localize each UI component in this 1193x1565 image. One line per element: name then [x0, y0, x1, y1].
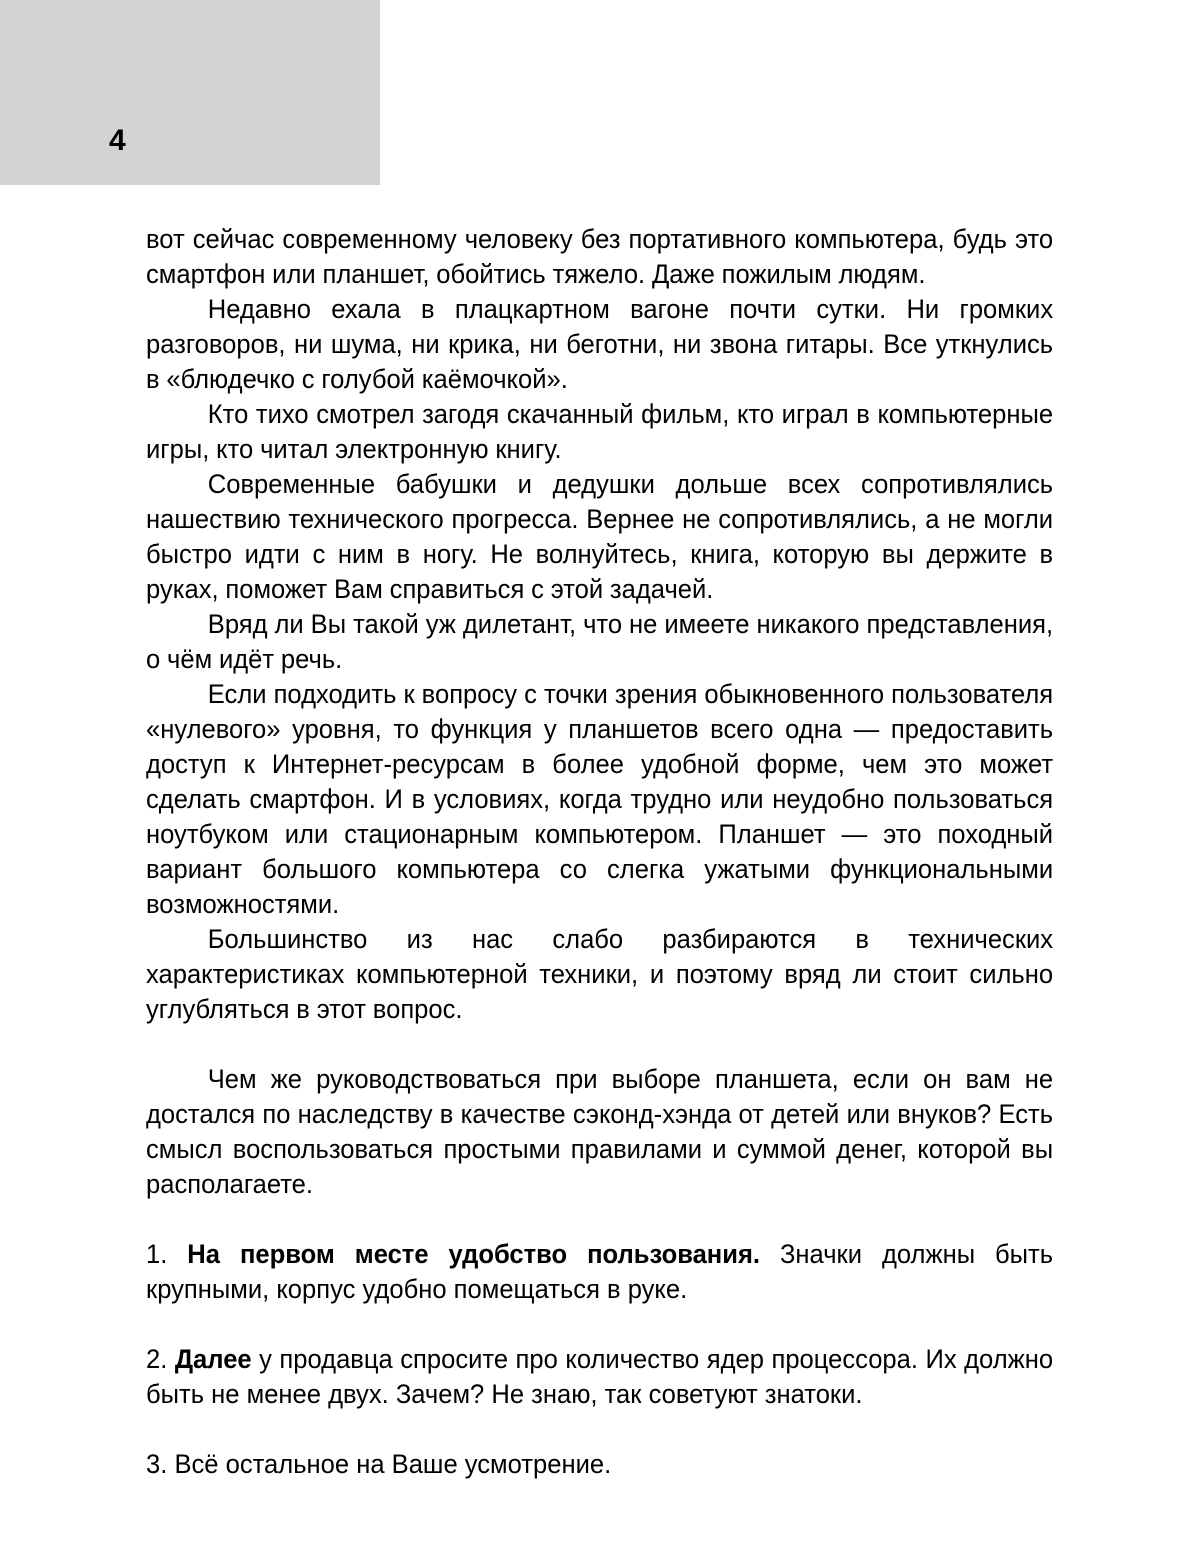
paragraph-4: Современные бабушки и дедушки дольше всех сопротивлялись нашествию технического прогресса. Вернее не сопротивлялись, а не могли быстро идти с ним в ногу. Не волнуйтесь, книга, которую вы держите в руках, поможет Вам справиться с этой задачей.: [146, 469, 1054, 604]
list-spacer-1: [146, 1202, 1086, 1237]
list-item-2-rest: у продавца спросите про количество ядер процессора. Их должно быть не менее двух. Зачем? Не знаю, так советуют знатоки.: [146, 1344, 1054, 1409]
paragraph-8: Чем же руководствоваться при выборе планшета, если он вам не достался по наследству в качестве сэконд-хэнда от детей или внуков? Есть смысл воспользоваться простыми правилами и суммой денег, которой вы располагаете.: [146, 1064, 1054, 1199]
list-item-3-number: 3.: [146, 1449, 168, 1479]
paragraph-1: вот сейчас современному человеку без портативного компьютера, будь это смартфон или планшет, обойтись тяжело. Даже пожилым людям.: [146, 224, 1054, 289]
list-item-1: [146, 1237, 1053, 1307]
list-item-2: [146, 1342, 1053, 1412]
list-item-2-number: 2.: [146, 1344, 168, 1374]
paragraph-6: Если подходить к вопросу с точки зрения обыкновенного пользователя «нулевого» уровня, то функция у планшетов всего одна — предоставить доступ к Интернет-ресурсам в более удобной форме, чем это может сделать смартфон. И в условиях, когда трудно или неудобно пользоваться ноутбуком или стационарным компьютером. Планшет — это походный вариант большого компьютера со слегка ужатыми функциональными возможностями.: [146, 679, 1054, 919]
list-spacer-3: [146, 1412, 1086, 1447]
paragraph-2: Недавно ехала в плацкартном вагоне почти сутки. Ни громких разговоров, ни шума, ни крика, ни беготни, ни звона гитары. Все уткнулись в «блюдечко с голубой каёмочкой».: [146, 294, 1054, 394]
list-item-3: [146, 1447, 1053, 1482]
list-spacer-2: [146, 1307, 1086, 1342]
page-number: 4: [109, 124, 126, 157]
paragraph-spacer-1: [146, 1027, 1086, 1062]
list-item-1-rest: Значки должны быть крупными, корпус удобно помещаться в руке.: [146, 1239, 1054, 1304]
list-item-2-bold-lead: Далее: [174, 1344, 252, 1374]
page-header-band: [0, 0, 380, 185]
paragraph-3: Кто тихо смотрел загодя скачанный фильм, кто играл в компьютерные игры, кто читал электронную книгу.: [146, 399, 1054, 464]
body-text-column: [146, 222, 1086, 1482]
list-item-3-rest: Всё остальное на Ваше усмотрение.: [174, 1449, 612, 1479]
paragraph-7: Большинство из нас слабо разбираются в технических характеристиках компьютерной техники, и поэтому вряд ли стоит сильно углубляться в этот вопрос.: [146, 924, 1054, 1024]
paragraph-5: Вряд ли Вы такой уж дилетант, что не имеете никакого представления, о чём идёт речь.: [146, 609, 1054, 674]
list-item-1-bold-lead: На первом месте удобство пользования.: [187, 1239, 761, 1269]
list-item-1-number: 1.: [146, 1239, 168, 1269]
